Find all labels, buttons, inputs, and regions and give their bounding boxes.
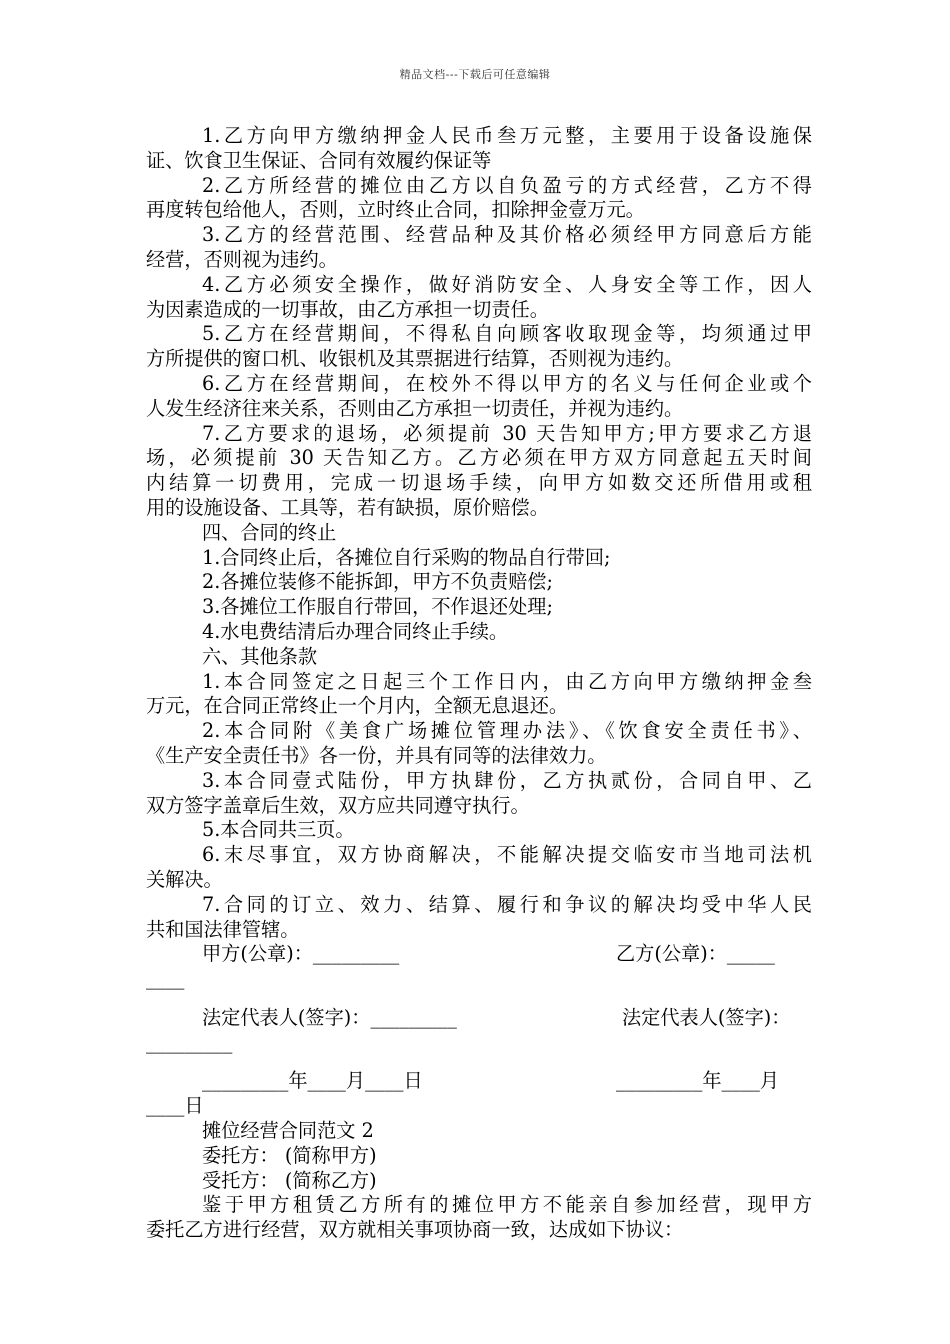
date-b: _________年____月 [616,1069,780,1093]
paragraph-line: 1.本合同签定之日起三个工作日内，由乙方向甲方缴纳押金叁 [202,669,812,693]
paragraph-line: 3.各摊位工作服自行带回，不作退还处理; [202,595,553,619]
legal-rep-b-continued: _________ [146,1030,233,1054]
paragraph-line: 双方签字盖章后生效，双方应共同遵守执行。 [146,793,530,817]
section-2-title: 摊位经营合同范文 2 [202,1119,374,1143]
paragraph-line: 3.本合同壹式陆份，甲方执肆份，乙方执贰份，合同自甲、乙 [202,768,812,792]
signature-rep-row [146,1006,812,1031]
paragraph-line: 3.乙方的经营范围、经营品种及其价格必须经甲方同意后方能 [202,223,812,247]
party-b-seal-continued: ____ [146,967,185,991]
paragraph-line: 共和国法律管辖。 [146,917,300,941]
legal-rep-a: 法定代表人(签字)：_________ [202,1005,457,1029]
paragraph-line: 4.乙方必须安全操作，做好消防安全、人身安全等工作，因人 [202,272,812,296]
client-party: 委托方： (简称甲方) [202,1143,377,1167]
legal-rep-b: 法定代表人(签字)： [622,1005,791,1029]
paragraph-line: 关解决。 [146,867,223,891]
paragraph-line: 5.乙方在经营期间，不得私自向顾客收取现金等，均须通过甲 [202,322,812,346]
paragraph-line: 为因素造成的一切事故，由乙方承担一切责任。 [146,297,549,321]
paragraph-line: 场，必须提前 30 天告知乙方。乙方必须在甲方双方同意起五天时间 [146,446,812,470]
paragraph-line: 内结算一切费用，完成一切退场手续，向甲方如数交还所借用或租 [146,471,812,495]
paragraph-line: 2.乙方所经营的摊位由乙方以自负盈亏的方式经营，乙方不得 [202,173,812,197]
paragraph-line: 7.合同的订立、效力、结算、履行和争议的解决均受中华人民 [202,892,812,916]
paragraph-line: 7.乙方要求的退场，必须提前 30 天告知甲方;甲方要求乙方退 [202,421,812,445]
paragraph-line: 用的设施设备、工具等，若有缺损，原价赔偿。 [146,495,549,519]
paragraph-line: 证、饮食卫生保证、合同有效履约保证等 [146,148,492,172]
section-heading: 六、其他条款 [202,644,318,668]
paragraph-line: 6.末尽事宜，双方协商解决，不能解决提交临安市当地司法机 [202,843,812,867]
paragraph-line: 1.合同终止后，各摊位自行采购的物品自行带回; [202,545,611,569]
paragraph-line: 2.各摊位装修不能拆卸，甲方不负责赔偿; [202,570,553,594]
date-a: _________年____月____日 [202,1069,423,1093]
signature-date-row [146,1069,812,1094]
party-b-seal: 乙方(公章)：_____ [616,942,775,966]
paragraph-line: 《生产安全责任书》各一份，并具有同等的法律效力。 [146,743,607,767]
paragraph-line: 鉴于甲方租赁乙方所有的摊位甲方不能亲自参加经营，现甲方 [202,1193,812,1217]
date-b-continued: ____日 [146,1094,204,1118]
section-heading: 四、合同的终止 [202,520,337,544]
paragraph-line: 2.本合同附《美食广场摊位管理办法》、《饮食安全责任书》、 [202,719,812,743]
page-header: 精品文档---下载后可任意编辑 [399,68,551,81]
paragraph-line: 人发生经济往来关系，否则由乙方承担一切责任，并视为违约。 [146,396,684,420]
paragraph-line: 5.本合同共三页。 [202,818,355,842]
signature-seal-row [146,942,812,967]
paragraph-line: 1.乙方向甲方缴纳押金人民币叁万元整，主要用于设备设施保 [202,124,812,147]
agent-party: 受托方： (简称乙方) [202,1168,377,1192]
paragraph-line: 6.乙方在经营期间，在校外不得以甲方的名义与任何企业或个 [202,371,812,395]
document-body [146,124,812,1243]
paragraph-line: 方所提供的窗口机、收银机及其票据进行结算，否则视为违约。 [146,347,684,371]
paragraph-line: 再度转包给他人，否则，立时终止合同，扣除押金壹万元。 [146,198,645,222]
paragraph-line: 委托乙方进行经营，双方就相关事项协商一致，达成如下协议： [146,1218,684,1242]
paragraph-line: 万元，在合同正常终止一个月内，全额无息退还。 [146,694,569,718]
party-a-seal: 甲方(公章)：_________ [202,942,400,966]
paragraph-line: 4.水电费结清后办理合同终止手续。 [202,619,509,643]
paragraph-line: 经营，否则视为违约。 [146,247,338,271]
